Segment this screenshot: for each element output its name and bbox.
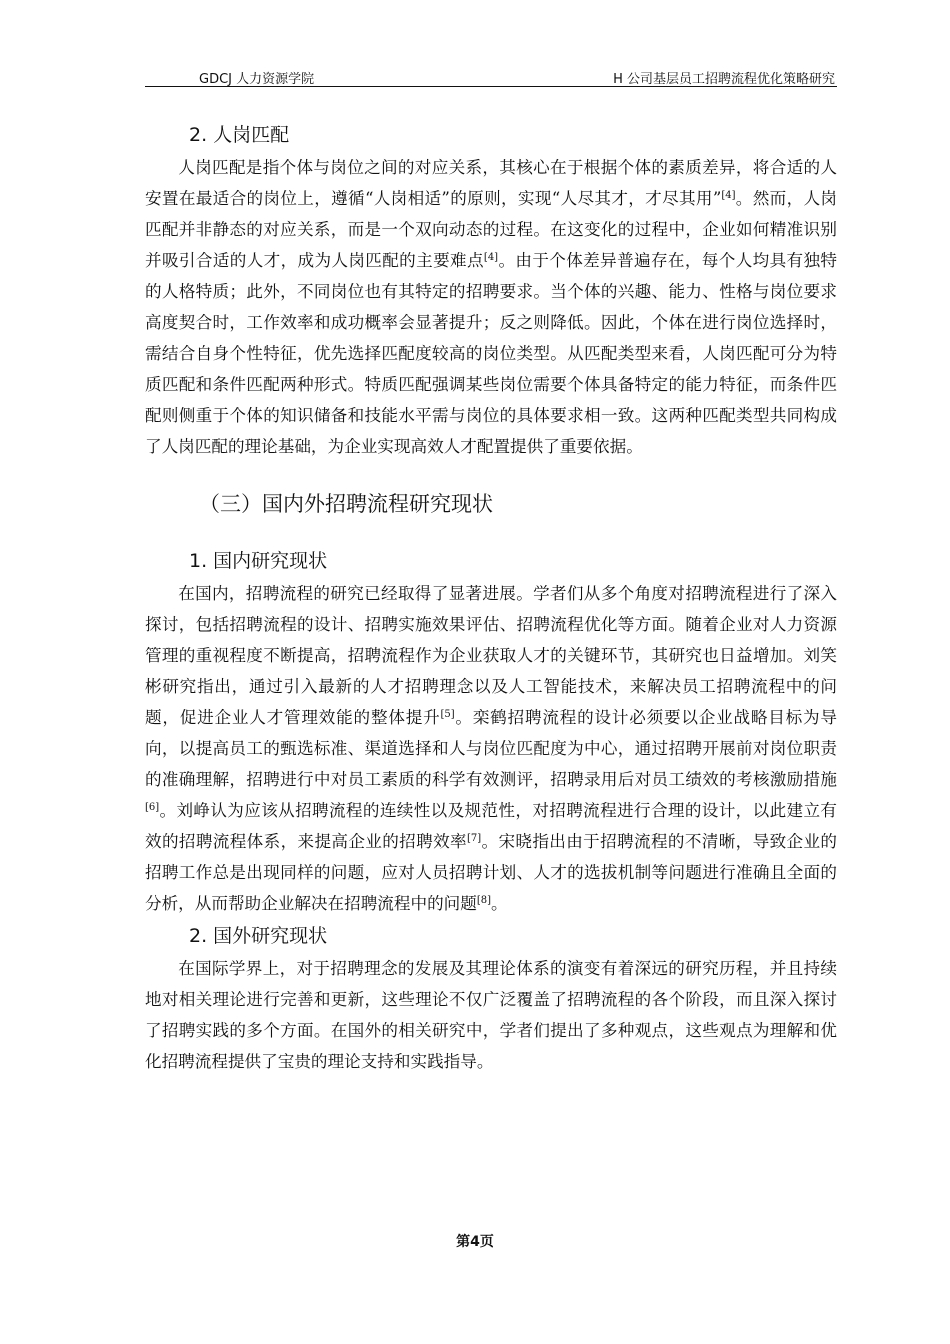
text-fragment: 在国内，招聘流程的研究已经取得了显著进展。学者们从多个角度对招聘流程进行了深入探讨，包括招聘流程的设计、招聘实施效果评估、招聘流程优化等方面。随着企业对人力资源管理的重视程度不断提高，招聘流程作为企业获取人才的关键环节，其研究也日益增加。刘笑彬研究指出，通过引入最新的人才招聘理念以及人工智能技术，来解决员工招聘流程中的问题，促进企业人才管理效能的整体提升 xyxy=(145,584,837,727)
page-body xyxy=(145,118,837,1077)
heading-foreign-research: 2. 国外研究现状 xyxy=(189,925,328,947)
heading-person-job-fit: 2. 人岗匹配 xyxy=(189,124,290,146)
running-header xyxy=(145,64,837,86)
paragraph-foreign-research: 在国际学界上，对于招聘理念的发展及其理论体系的演变有着深远的研究历程，并且持续地对相关理论进行完善和更新，这些理论不仅广泛覆盖了招聘流程的各个阶段，而且深入探讨了招聘实践的多个方面。在国外的相关研究中，学者们提出了多种观点，这些观点为理解和优化招聘流程提供了宝贵的理论支持和实践指导。 xyxy=(145,959,837,1071)
text-fragment: 。宋晓指出由于招聘流程的不清晰，导致企业的招聘工作总是出现同样的问题，应对人员招聘计划、人才的选拔机制等问题进行准确且全面的分析，从而帮助企业解决在招聘流程中的问题 xyxy=(145,832,837,913)
page-number: 第4页 xyxy=(456,1234,494,1250)
header-rule xyxy=(145,86,837,87)
header-thesis-title: H 公司基层员工招聘流程优化策略研究 xyxy=(613,72,835,87)
text-fragment: 。 xyxy=(491,894,508,913)
text-fragment: 人岗匹配是指个体与岗位之间的对应关系，其核心在于根据个体的素质差异，将合适的人安置在最适合的岗位上，遵循“人岗相适”的原则，实现“人尽其才，才尽其用” xyxy=(145,158,837,208)
citation: [6] xyxy=(145,802,160,813)
paragraph-domestic-research xyxy=(145,578,837,919)
citation: [4] xyxy=(483,252,499,263)
header-school: GDCJ 人力资源学院 xyxy=(199,72,315,87)
paragraph-person-job-fit xyxy=(145,152,837,462)
heading-research-status: （三）国内外招聘流程研究现状 xyxy=(199,492,493,516)
heading-domestic-research: 1. 国内研究现状 xyxy=(189,550,328,572)
citation: [5] xyxy=(440,709,455,720)
text-fragment: 。然而，人岗匹配并非静态的对应关系，而是一个双向动态的过程。在这变化的过程中，企业如何精准识别并吸引合适的人才，成为人岗匹配的主要难点 xyxy=(145,189,837,270)
text-fragment: 。栾鹤招聘流程的设计必须要以企业战略目标为导向，以提高员工的甄选标准、渠道选择和人与岗位匹配度为中心，通过招聘开展前对岗位职责的准确理解，招聘进行中对员工素质的科学有效测评，招聘录用后对员工绩效的考核激励措施 xyxy=(145,708,838,789)
text-fragment: 。刘峥认为应该从招聘流程的连续性以及规范性，对招聘流程进行合理的设计，以此建立有效的招聘流程体系，来提高企业的招聘效率 xyxy=(145,801,837,851)
citation: [4] xyxy=(721,190,736,201)
citation: [8] xyxy=(476,895,492,906)
text-fragment: 。由于个体差异普遍存在，每个人均具有独特的人格特质；此外，不同岗位也有其特定的招聘要求。当个体的兴趣、能力、性格与岗位要求高度契合时，工作效率和成功概率会显著提升；反之则降低。因此，个体在进行岗位选择时，需结合自身个性特征，优先选择匹配度较高的岗位类型。从匹配类型来看，人岗匹配可分为特质匹配和条件匹配两种形式。特质匹配强调某些岗位需要个体具备特定的能力特征，而条件匹配则侧重于个体的知识储备和技能水平需与岗位的具体要求相一致。这两种匹配类型共同构成了人岗匹配的理论基础，为企业实现高效人才配置提供了重要依据。 xyxy=(145,251,838,456)
citation: [7] xyxy=(466,833,482,844)
